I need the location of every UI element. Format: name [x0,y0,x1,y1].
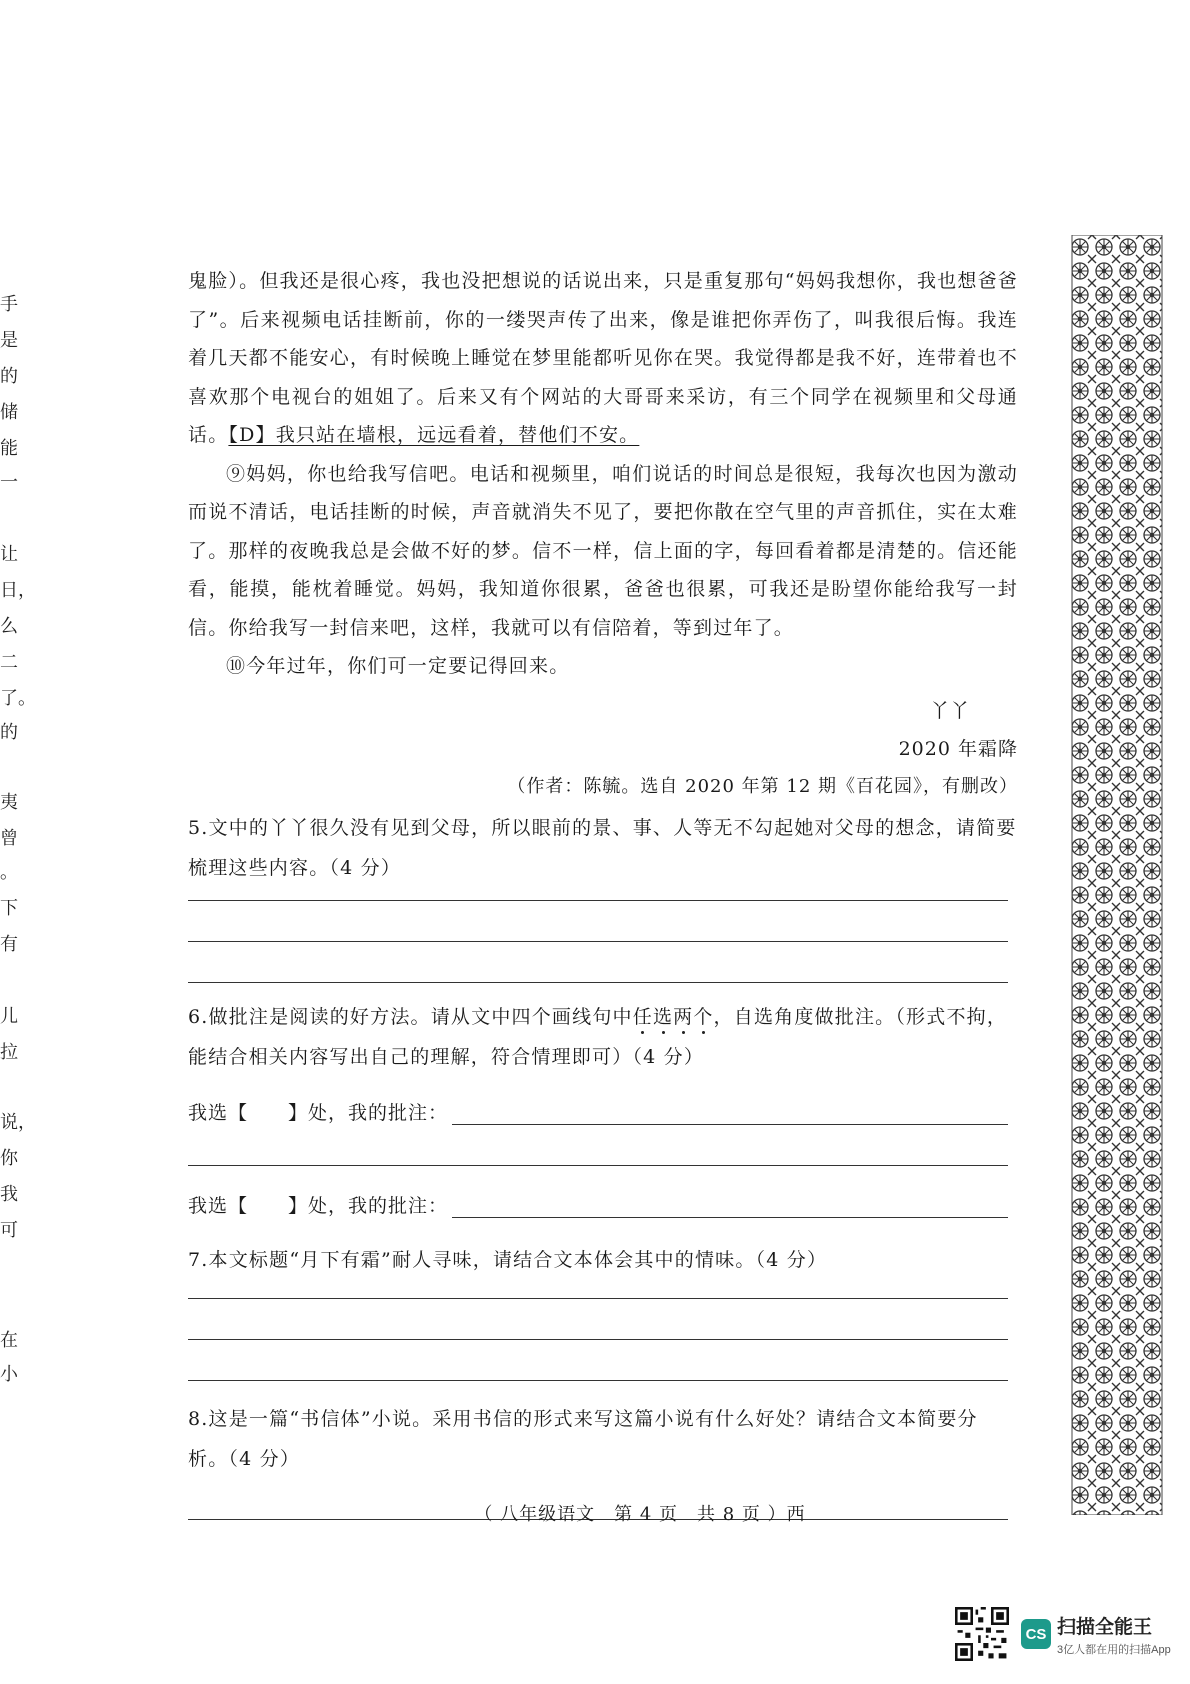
margin-fragment: 是 [0,330,18,351]
paragraph-text: 鬼脸）。但我还是很心疼，我也没把想说的话说出来，只是重复那句“妈妈我想你，我也想爸爸了”。后来视频电话挂断前，你的一缕哭声传了出来，像是谁把你弄伤了，叫我很后悔。我连着几天都不能安心，有时候晚上睡觉在梦里能都听见你在哭。我觉得都是我不好，连带着也不喜欢那个电视台的姐姐了。后来又有个网站的大哥哥来采访，有三个同学在视频里和父母通话。 [188,270,1018,446]
question-6-text-before: 6.做批注是阅读的好方法。请从文中四个画线句中 [188,1005,633,1028]
paragraph-10 [188,647,1018,686]
emphasis-char: 个 [693,1005,714,1028]
emphasis-char: 任 [632,1005,653,1028]
margin-fragment: 你 [0,1148,18,1169]
margin-fragment: 储 [0,402,18,423]
annotation-label: 我选【 】处，我的批注： [188,1101,449,1124]
signature-name: 丫丫 [929,699,970,722]
qr-code-icon [955,1607,1009,1661]
question-5: 5.文中的丫丫很久没有见到父母，所以眼前的景、事、人等无不勾起她对父母的想念，请简要梳理这些内容。（4 分） [188,816,1017,879]
answer-line[interactable] [188,1280,1008,1299]
page-footer [0,1500,1190,1526]
margin-fragment: 在 [0,1330,18,1351]
margin-fragment: 么 [0,616,18,637]
paragraph-9 [188,455,1018,648]
answer-line[interactable] [188,1340,1008,1381]
margin-fragment: 手 [0,294,18,315]
answer-line[interactable] [188,942,1008,983]
paragraph-letter-continuation [188,262,1018,455]
annotation-input[interactable] [452,1191,1008,1218]
margin-fragment: 日， [0,580,36,601]
margin-fragment: 下 [0,898,18,919]
scanner-brand [1057,1612,1171,1657]
margin-fragment: 拉 [0,1042,18,1063]
margin-fragment: 能 [0,438,18,459]
annotation-input[interactable] [452,1098,1008,1125]
annotation-row-2 [188,1178,1018,1218]
margin-fragment: 说， [0,1112,36,1133]
margin-fragment: 夷 [0,792,18,813]
underlined-sentence-d: 【D】我只站在墙根，远远看着，替他们不安。 [228,424,640,446]
scanner-app-name: 扫描全能王 [1057,1616,1153,1638]
annotation-label: 我选【 】处，我的批注： [188,1194,449,1217]
margin-fragment: 有 [0,934,18,955]
question-8: 8.这是一篇“书信体”小说。采用书信的形式来写这篇小说有什么好处？请结合文本简要分析。（4 分） [188,1407,978,1470]
page-number: （ 八年级语文 第 4 页 共 8 页 ）西 [474,1504,806,1525]
margin-fragment: 的 [0,366,18,387]
answer-line[interactable] [188,888,1008,901]
answer-line[interactable] [188,1299,1008,1340]
margin-fragment: 二 [0,652,18,673]
margin-fragment: 了。 [0,688,36,709]
margin-fragment: 让 [0,544,18,565]
answer-line[interactable] [188,1125,1008,1166]
question-6-text-after: ，自选角度做批注。（形式不拘，能结合相关内容写出自己的理解，符合情理即可）（4 分） [188,1005,1008,1068]
document-body [188,262,1018,1520]
margin-fragment: 一 [0,472,18,493]
emphasis-char: 两 [673,1005,694,1028]
margin-fragment: 儿 [0,1006,18,1027]
margin-fragment: 曾 [0,828,18,849]
margin-fragment: 的 [0,722,18,743]
question-6-emphasis [633,1006,714,1028]
scanner-watermark [955,1605,1171,1663]
margin-fragment: 可 [0,1220,18,1241]
source-citation: （作者：陈毓。选自 2020 年第 12 期《百花园》，有删改） [507,775,1018,797]
margin-fragment: 我 [0,1184,18,1205]
signature-date: 2020 年霜降 [898,737,1018,760]
decorative-border-pattern [1068,235,1166,1515]
paragraph-text: ⑩今年过年，你们可一定要记得回来。 [226,655,570,677]
answer-line[interactable] [188,901,1008,942]
paragraph-text: ⑨妈妈，你也给我写信吧。电话和视频里，咱们说话的时间总是很短，我每次也因为激动而说不清话，电话挂断的时候，声音就消失不见了，要把你散在空气里的声音抓住，实在太难了。那样的夜晚我总是会做不好的梦。信不一样，信上面的字，每回看着都是清楚的。信还能看，能摸，能枕着睡觉。妈妈，我知道你很累，爸爸也很累，可我还是盼望你能给我写一封信。你给我写一封信来吧，这样，我就可以有信陪着，等到过年了。 [188,462,1018,639]
margin-fragment: 小 [0,1364,18,1385]
question-7: 7.本文标题“月下有霜”耐人寻味，请结合文本体会其中的情味。（4 分） [188,1248,828,1271]
scanner-app-tagline: 3亿人都在用的扫描App [1057,1643,1171,1656]
cs-logo-badge: CS [1021,1619,1051,1649]
margin-fragment: 。 [0,862,18,883]
question-6 [188,997,1018,1077]
emphasis-char: 选 [652,1005,674,1028]
annotation-row-1 [188,1085,1018,1125]
